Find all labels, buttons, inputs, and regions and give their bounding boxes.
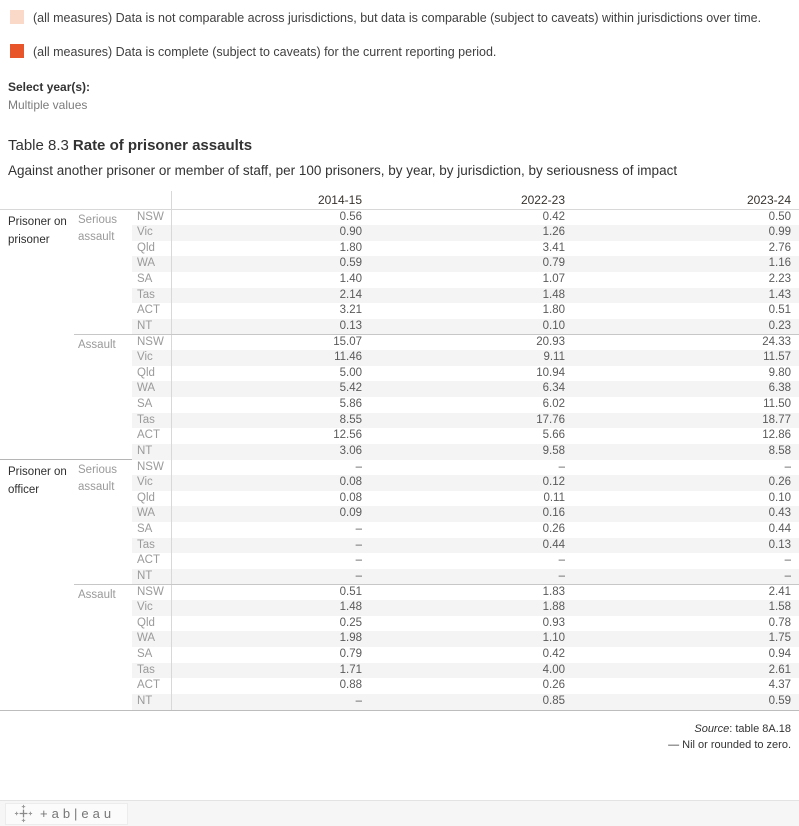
value-cell: 24.33 [762, 335, 791, 348]
title-prefix: Table 8.3 [8, 137, 69, 154]
row-group-label: Prisoner on prisoner [8, 215, 67, 246]
value-cell: 8.55 [339, 413, 362, 426]
table-row [132, 241, 799, 257]
jurisdiction-label: Tas [132, 413, 172, 429]
jurisdiction-label: ACT [132, 303, 172, 319]
value-cell: 4.00 [542, 663, 565, 676]
value-cell: – [355, 538, 362, 551]
section-rows [132, 460, 799, 585]
value-cell: – [784, 569, 791, 582]
table-row [132, 460, 799, 476]
value-cell: 0.23 [768, 319, 791, 332]
value-cell: 0.12 [542, 476, 565, 489]
value-cell: 0.56 [339, 210, 362, 223]
value-cell: 1.10 [542, 632, 565, 645]
jurisdiction-label: Tas [132, 288, 172, 304]
value-cell: 0.26 [542, 679, 565, 692]
assault-rate-table [0, 191, 799, 711]
value-cell: 0.79 [339, 648, 362, 660]
value-cell: 12.56 [333, 429, 362, 442]
value-cell: 11.46 [334, 351, 362, 364]
section-rows [132, 335, 799, 460]
table-notes [0, 721, 799, 754]
jurisdiction-label: NT [132, 444, 172, 460]
value-cell: 8.58 [768, 444, 791, 457]
color-legend [0, 0, 799, 64]
value-cell: 15.07 [333, 335, 362, 348]
table-row [132, 506, 799, 522]
row-subgroup-label: Assault [74, 585, 132, 710]
table-row [132, 600, 799, 616]
value-cell: 9.11 [543, 351, 565, 364]
value-cell: – [355, 569, 362, 582]
value-cell: 0.10 [542, 319, 565, 332]
table-section [0, 335, 799, 460]
table-row [132, 585, 799, 601]
table-row [132, 538, 799, 554]
source-note [0, 721, 791, 738]
nil-note: — Nil or rounded to zero. [668, 739, 791, 751]
column-header-2014-15: 2014-15 [317, 192, 362, 207]
table-row [132, 319, 799, 335]
jurisdiction-label: WA [132, 506, 172, 522]
value-cell: 5.86 [339, 398, 362, 410]
value-cell: 0.85 [542, 694, 565, 707]
table-row [132, 694, 799, 710]
value-cell: 2.23 [768, 273, 791, 285]
value-cell: 0.59 [768, 694, 791, 707]
value-cell: 1.07 [542, 273, 565, 285]
jurisdiction-label: SA [132, 397, 172, 413]
header-spacer [0, 191, 172, 209]
value-cell: 0.79 [542, 257, 565, 270]
value-cell: 5.42 [339, 382, 362, 395]
value-cell: 0.50 [768, 210, 791, 223]
table-section [0, 460, 799, 585]
table-row [132, 256, 799, 272]
jurisdiction-label: WA [132, 381, 172, 397]
value-cell: – [355, 694, 362, 707]
year-filter-label: Select year(s): [8, 80, 91, 94]
value-cell: 0.94 [768, 648, 791, 660]
value-cell: 1.71 [339, 663, 362, 676]
value-cell: 0.08 [339, 491, 362, 504]
value-cell: 0.25 [339, 616, 362, 629]
value-cell: 0.90 [339, 226, 362, 239]
value-cell: 1.80 [339, 241, 362, 254]
table-row [132, 335, 799, 351]
value-cell: 0.43 [768, 507, 791, 520]
value-cell: 17.76 [536, 413, 565, 426]
table-row [132, 303, 799, 319]
value-cell: 9.58 [542, 444, 565, 457]
table-row [132, 413, 799, 429]
value-cell: – [784, 554, 791, 567]
value-cell: 1.16 [768, 257, 791, 270]
row-group-label: Prisoner on officer [8, 465, 67, 496]
legend-item-comparability [10, 7, 789, 30]
jurisdiction-label: ACT [132, 553, 172, 569]
table-row [132, 381, 799, 397]
row-group-label [0, 585, 74, 710]
value-cell: 0.42 [542, 210, 565, 223]
table-row [132, 272, 799, 288]
tableau-logo-icon [14, 804, 33, 823]
table-row [132, 647, 799, 663]
jurisdiction-label: NSW [132, 335, 172, 351]
table-row [132, 663, 799, 679]
value-cell: 2.76 [768, 241, 791, 254]
column-header-2022-23: 2022-23 [520, 192, 565, 207]
value-cell: 1.48 [542, 288, 565, 301]
value-cell: 6.34 [542, 382, 565, 395]
title-block [8, 136, 791, 182]
value-cell: 1.48 [339, 601, 362, 614]
jurisdiction-label: Vic [132, 350, 172, 366]
table-row [132, 210, 799, 226]
value-cell: 20.93 [536, 335, 565, 348]
table-header-row [0, 191, 799, 210]
year-filter [8, 80, 791, 112]
table-row [132, 444, 799, 460]
jurisdiction-label: Vic [132, 600, 172, 616]
tableau-toolbar [0, 800, 799, 826]
jurisdiction-label: ACT [132, 428, 172, 444]
value-cell: 0.44 [542, 538, 565, 551]
jurisdiction-label: NSW [132, 210, 172, 226]
table-section [0, 585, 799, 710]
table-row [132, 366, 799, 382]
table-row [132, 475, 799, 491]
table-row [132, 428, 799, 444]
row-subgroup-label: Serious assault [78, 463, 117, 493]
source-ref: : table 8A.18 [729, 722, 791, 735]
row-subgroup-label: Assault [74, 335, 132, 460]
table-row [132, 522, 799, 538]
legend-text: (all measures) Data is complete (subject to caveats) for the current reporting period. [33, 45, 497, 59]
value-cell: 0.11 [543, 491, 565, 504]
table-section [0, 210, 799, 335]
value-cell: 1.88 [542, 601, 565, 614]
jurisdiction-label: NSW [132, 460, 172, 476]
jurisdiction-label: WA [132, 631, 172, 647]
legend-item-completeness [10, 41, 789, 64]
value-cell: 0.09 [339, 507, 362, 520]
jurisdiction-label: Tas [132, 538, 172, 554]
value-cell: 0.88 [339, 679, 362, 692]
table-row [132, 491, 799, 507]
value-cell: 3.41 [542, 241, 565, 254]
value-cell: 1.43 [768, 288, 791, 301]
value-cell: 0.59 [339, 257, 362, 270]
value-cell: 9.80 [768, 366, 791, 379]
legend-swatch-not-comparable [10, 10, 24, 24]
value-cell: 0.93 [542, 616, 565, 629]
column-header-2023-24: 2023-24 [746, 192, 791, 207]
jurisdiction-label: NT [132, 569, 172, 585]
jurisdiction-label: Vic [132, 225, 172, 241]
jurisdiction-label: Qld [132, 491, 172, 507]
value-cell: 3.06 [339, 444, 362, 457]
value-cell: 11.50 [763, 398, 791, 410]
value-cell: 0.99 [768, 226, 791, 239]
value-cell: 0.44 [768, 523, 791, 535]
jurisdiction-label: Qld [132, 241, 172, 257]
value-cell: 0.08 [339, 476, 362, 489]
jurisdiction-label: Qld [132, 616, 172, 632]
jurisdiction-label: Qld [132, 366, 172, 382]
table-row [132, 225, 799, 241]
table-body [0, 210, 799, 710]
value-cell: – [784, 460, 791, 473]
value-cell: 4.37 [768, 679, 791, 692]
value-cell: – [558, 569, 565, 582]
value-cell: 1.98 [339, 632, 362, 645]
table-row [132, 397, 799, 413]
value-cell: 0.42 [542, 648, 565, 660]
table-row [132, 288, 799, 304]
value-cell: 12.86 [762, 429, 791, 442]
table-row [132, 569, 799, 585]
legend-text: (all measures) Data is not comparable across jurisdictions, but data is comparable (subject to caveats) within jurisdictions over time. [33, 11, 762, 25]
tableau-wordmark: +ab|eau [40, 805, 116, 821]
value-cell: 1.40 [339, 273, 362, 285]
value-cell: 1.80 [542, 304, 565, 317]
value-cell: 1.75 [768, 632, 791, 645]
value-cell: – [355, 460, 362, 473]
value-cell: 18.77 [762, 413, 791, 426]
value-cell: – [558, 554, 565, 567]
section-rows [132, 210, 799, 335]
table-row [132, 616, 799, 632]
jurisdiction-label: Vic [132, 475, 172, 491]
jurisdiction-label: NT [132, 319, 172, 335]
page-subtitle: Against another prisoner or member of staff, per 100 prisoners, by year, by jurisdiction, by seriousness of impact [8, 163, 678, 178]
value-cell: 1.58 [768, 601, 791, 614]
value-cell: 0.13 [768, 538, 791, 551]
jurisdiction-label: NSW [132, 585, 172, 601]
source-word: Source [694, 722, 730, 735]
year-filter-dropdown[interactable]: Multiple values [8, 98, 88, 112]
section-rows [132, 585, 799, 710]
value-cell: – [355, 523, 362, 535]
value-cell: 1.26 [542, 226, 565, 239]
value-cell: 0.51 [768, 304, 791, 317]
jurisdiction-label: SA [132, 522, 172, 538]
jurisdiction-label: Tas [132, 663, 172, 679]
tableau-logo-link[interactable] [5, 803, 128, 825]
page-title [8, 136, 791, 155]
value-cell: 6.38 [768, 382, 791, 395]
jurisdiction-label: NT [132, 694, 172, 710]
value-cell: – [558, 460, 565, 473]
value-cell: 1.83 [542, 585, 565, 598]
value-cell: 0.26 [542, 523, 565, 535]
jurisdiction-label: SA [132, 647, 172, 663]
value-cell: 3.21 [339, 304, 362, 317]
value-cell: 11.57 [763, 351, 791, 364]
row-subgroup-label: Serious assault [78, 213, 117, 243]
value-cell: 2.14 [339, 288, 362, 301]
jurisdiction-label: WA [132, 256, 172, 272]
table-row [132, 553, 799, 569]
value-cell: 2.41 [768, 585, 791, 598]
title-main: Rate of prisoner assaults [72, 137, 253, 154]
value-cell: – [355, 554, 362, 567]
table-row [132, 350, 799, 366]
value-cell: 6.02 [542, 398, 565, 410]
value-cell: 0.51 [339, 585, 362, 598]
table-row [132, 631, 799, 647]
row-group-label [0, 335, 74, 460]
value-cell: 10.94 [536, 366, 565, 379]
value-cell: 2.61 [768, 663, 791, 676]
table-row [132, 678, 799, 694]
value-cell: 0.13 [339, 319, 362, 332]
value-cell: 0.10 [768, 491, 791, 504]
value-cell: 5.00 [339, 366, 362, 379]
jurisdiction-label: ACT [132, 678, 172, 694]
jurisdiction-label: SA [132, 272, 172, 288]
value-cell: 5.66 [542, 429, 565, 442]
value-cell: 0.26 [768, 476, 791, 489]
value-cell: 0.16 [542, 507, 565, 520]
value-cell: 0.78 [768, 616, 791, 629]
legend-swatch-complete [10, 44, 24, 58]
